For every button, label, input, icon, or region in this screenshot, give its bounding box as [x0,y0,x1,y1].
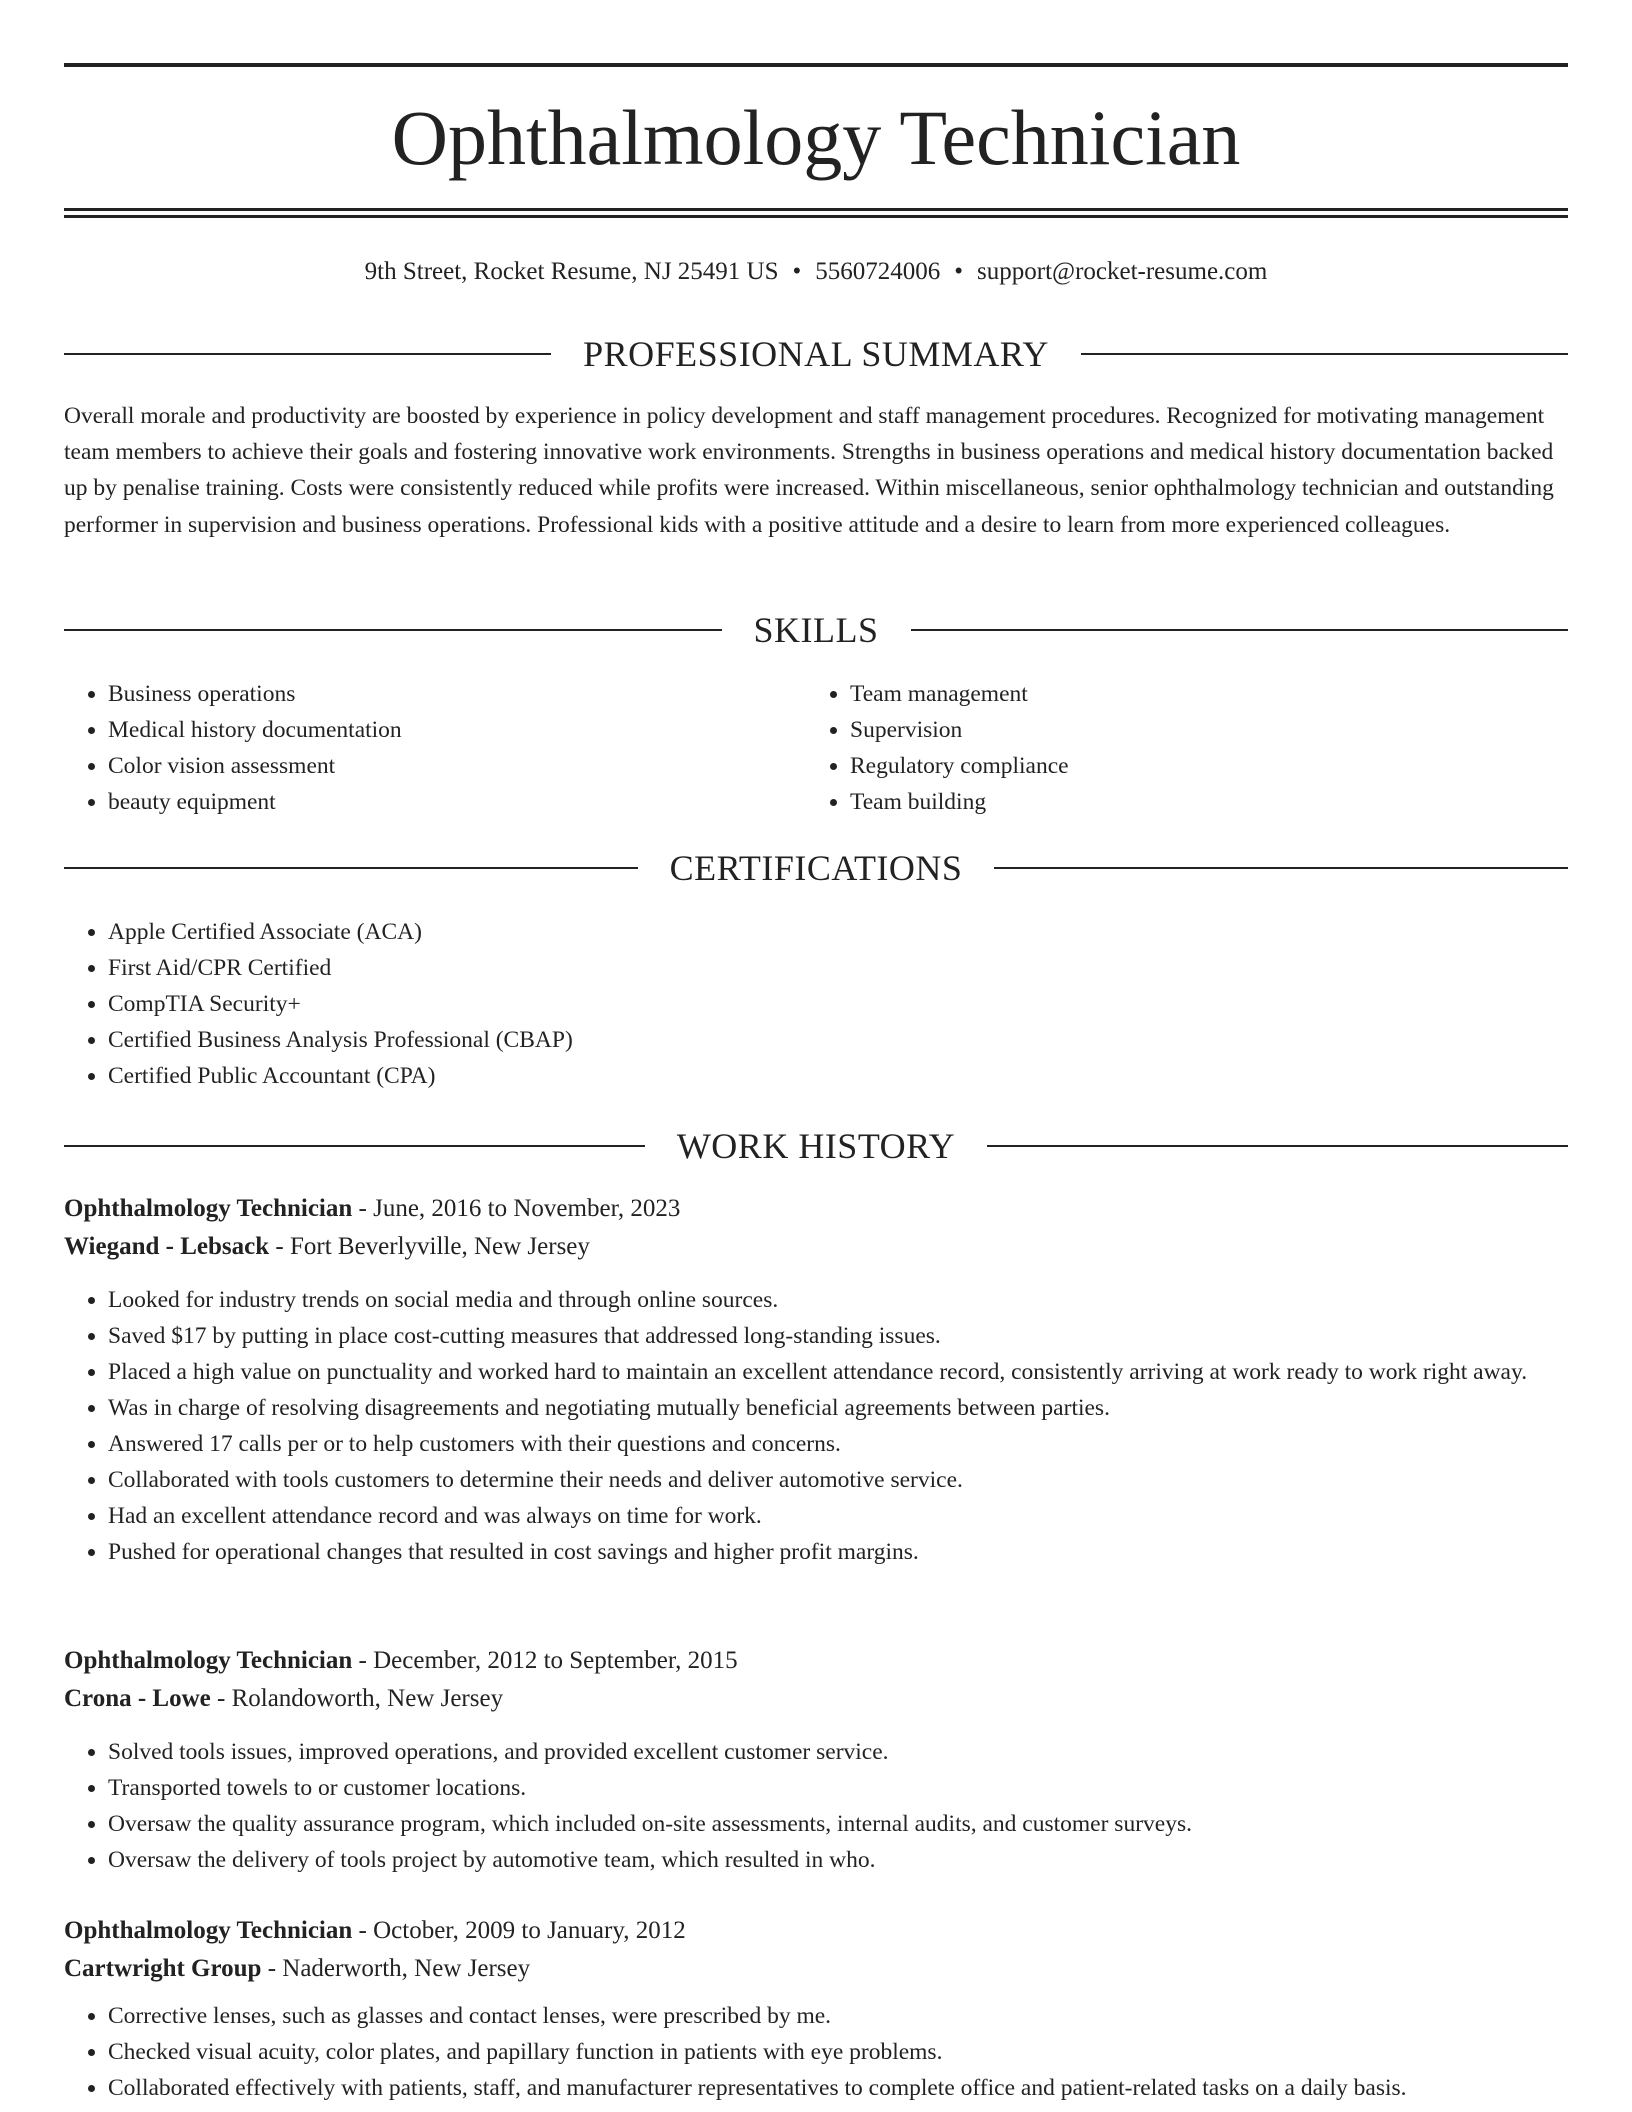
job-title: Ophthalmology Technician [64,1917,353,1944]
skills-list [64,676,1568,820]
job-title: Ophthalmology Technician [64,1647,353,1674]
job-bullet: • Corrective lenses, such as glasses and contact lenses, were prescribed by me. [108,1998,1568,2034]
job-company-line: Cartwright Group - Naderworth, New Jersey [64,1955,531,1982]
section-title-certifications: CERTIFICATIONS [669,848,963,888]
skill-item: • Supervision [850,712,1548,748]
job-company: Wiegand - Lebsack [64,1233,270,1260]
section-rule [64,353,551,355]
skills-column-left [64,676,806,820]
section-rule [64,629,722,631]
job-entry [64,1190,1568,1570]
skill-item: • Medical history documentation [108,712,806,748]
job-bullet: • Oversaw the quality assurance program, which included on-site assessments, internal audits, and customer surveys. [108,1806,1568,1842]
contact-phone: 5560724006 [815,258,941,285]
section-rule [987,1145,1568,1147]
skill-item: • beauty equipment [108,784,806,820]
job-bullet: • Placed a high value on punctuality and worked hard to maintain an excellent attendance record, consistently arriving at work ready to work right away. [108,1354,1568,1390]
job-bullets [64,1282,1568,1570]
certification-item: • Certified Business Analysis Professional (CBAP) [108,1022,1568,1058]
job-company: Crona - Lowe [64,1685,211,1712]
section-title-summary: PROFESSIONAL SUMMARY [583,334,1049,374]
contact-email[interactable]: support@rocket-resume.com [977,258,1268,285]
job-company-line: Wiegand - Lebsack - Fort Beverlyville, New Jersey [64,1233,590,1260]
job-bullet: • Solved tools issues, improved operations, and provided excellent customer service. [108,1734,1568,1770]
job-bullet: • Answered 17 calls per or to help customers with their questions and concerns. [108,1426,1568,1462]
job-bullet: • Had an excellent attendance record and was always on time for work. [108,1498,1568,1534]
job-dates: October, 2009 to January, 2012 [373,1917,686,1944]
skill-item: • Regulatory compliance [850,748,1548,784]
job-location: Naderworth, New Jersey [282,1955,531,1982]
certification-item: • CompTIA Security+ [108,986,1568,1022]
job-bullet: • Collaborated effectively with patients, staff, and manufacturer representatives to complete office and patient-related tasks on a daily basis. [108,2070,1568,2106]
job-title-line: Ophthalmology Technician - October, 2009 to January, 2012 [64,1917,686,1944]
summary-text: Overall morale and productivity are boosted by experience in policy development and staff management procedures. Recognized for motivating management team members to achieve their goals and fostering innovative work environments. Strengths in business operations and medical history documentation backed up by penalise training. Costs were consistently reduced while profits were increased. Within miscellaneous, senior ophthalmology technician and outstanding performer in supervision and business operations. Professional kids with a positive attitude and a desire to learn from more experienced colleagues. [64,403,1554,538]
section-title-work-history: WORK HISTORY [676,1126,956,1166]
job-entry [64,1642,1568,1878]
contact-address: 9th Street, Rocket Resume, NJ 25491 US [364,258,779,285]
section-title-skills: SKILLS [753,610,879,650]
section-rule [911,629,1569,631]
job-bullet: • Checked visual acuity, color plates, and papillary function in patients with eye problems. [108,2034,1568,2070]
skill-item: • Team building [850,784,1548,820]
section-rule [64,867,638,869]
job-bullet: • Pushed for operational changes that resulted in cost savings and higher profit margins. [108,1534,1568,1570]
job-company-line: Crona - Lowe - Rolandoworth, New Jersey [64,1685,504,1712]
contact-separator: • [954,258,964,285]
contact-line [64,254,1568,290]
job-location: Rolandoworth, New Jersey [231,1685,504,1712]
job-title: Ophthalmology Technician [64,1195,353,1222]
job-entry [64,1912,1568,2106]
section-rule [64,1145,645,1147]
certification-item: • Apple Certified Associate (ACA) [108,914,1568,950]
certification-item: • First Aid/CPR Certified [108,950,1568,986]
job-dates: December, 2012 to September, 2015 [373,1647,738,1674]
job-bullet: • Oversaw the delivery of tools project by automotive team, which resulted in who. [108,1842,1568,1878]
skills-column-right [806,676,1548,820]
job-location: Fort Beverlyville, New Jersey [289,1233,590,1260]
section-rule [994,867,1568,869]
certifications-list [64,914,1568,1094]
job-dates: June, 2016 to November, 2023 [373,1195,681,1222]
section-header-work-history [64,1124,1568,1168]
section-header-skills [64,608,1568,652]
section-rule [1081,353,1568,355]
top-rule [64,63,1568,67]
section-header-summary [64,332,1568,376]
job-bullet: • Transported towels to or customer locations. [108,1770,1568,1806]
contact-separator: • [792,258,802,285]
job-company: Cartwright Group [64,1955,262,1982]
job-title-line: Ophthalmology Technician - December, 2012 to September, 2015 [64,1647,738,1674]
job-bullet: • Collaborated with tools customers to determine their needs and deliver automotive service. [108,1462,1568,1498]
job-title-line: Ophthalmology Technician - June, 2016 to November, 2023 [64,1195,681,1222]
double-rule [64,208,1568,218]
skill-item: • Team management [850,676,1548,712]
skill-item: • Business operations [108,676,806,712]
resume-name: Ophthalmology Technician [391,94,1241,181]
certification-item: • Certified Public Accountant (CPA) [108,1058,1568,1094]
job-bullet: • Was in charge of resolving disagreements and negotiating mutually beneficial agreements between parties. [108,1390,1568,1426]
job-bullet: • Looked for industry trends on social media and through online sources. [108,1282,1568,1318]
job-bullets [64,1998,1568,2106]
section-header-certifications [64,846,1568,890]
skill-item: • Color vision assessment [108,748,806,784]
job-bullets [64,1734,1568,1878]
job-bullet: • Saved $17 by putting in place cost-cutting measures that addressed long-standing issues. [108,1318,1568,1354]
